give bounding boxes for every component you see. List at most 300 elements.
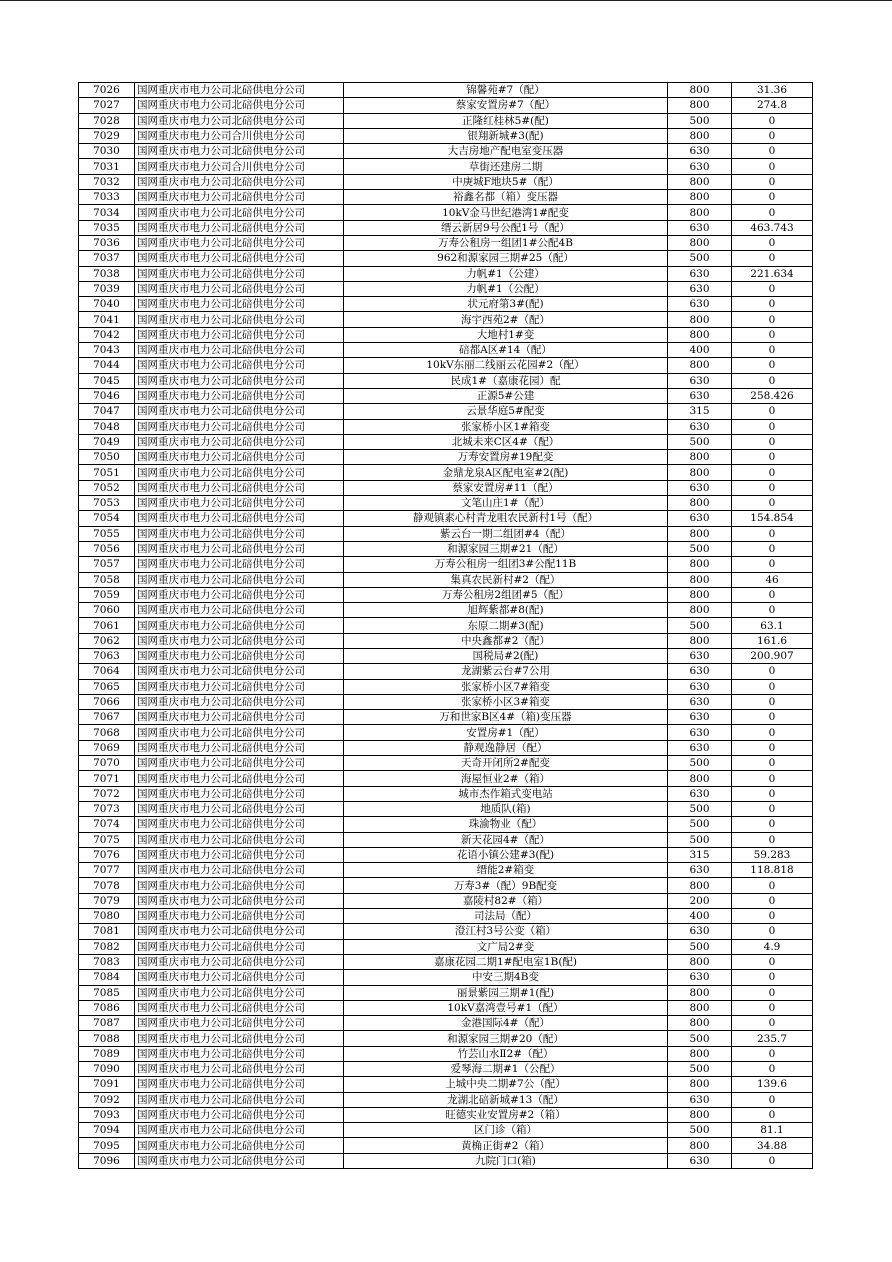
table-row bbox=[79, 159, 813, 174]
table-row bbox=[79, 358, 813, 373]
row-id: 7063 bbox=[79, 648, 135, 663]
table-row bbox=[79, 985, 813, 1000]
row-id: 7030 bbox=[79, 144, 135, 159]
capacity-kva: 800 bbox=[668, 128, 732, 143]
transformer-name: 缙云新居9号公配1号（配） bbox=[344, 220, 668, 235]
table-row bbox=[79, 388, 813, 403]
company-name: 国网重庆市电力公司北碚供电分公司 bbox=[135, 373, 344, 388]
capacity-kva: 800 bbox=[668, 465, 732, 480]
capacity-kva: 800 bbox=[668, 327, 732, 342]
row-id: 7070 bbox=[79, 756, 135, 771]
load-value: 0 bbox=[732, 878, 813, 893]
load-value: 0 bbox=[732, 954, 813, 969]
transformer-name: 张家桥小区1#箱变 bbox=[344, 419, 668, 434]
capacity-kva: 800 bbox=[668, 1107, 732, 1122]
company-name: 国网重庆市电力公司北碚供电分公司 bbox=[135, 1138, 344, 1153]
row-id: 7033 bbox=[79, 190, 135, 205]
company-name: 国网重庆市电力公司北碚供电分公司 bbox=[135, 281, 344, 296]
capacity-kva: 200 bbox=[668, 893, 732, 908]
transformer-name: 张家桥小区7#箱变 bbox=[344, 679, 668, 694]
row-id: 7067 bbox=[79, 710, 135, 725]
row-id: 7075 bbox=[79, 832, 135, 847]
load-value: 0 bbox=[732, 740, 813, 755]
row-id: 7091 bbox=[79, 1077, 135, 1092]
row-id: 7044 bbox=[79, 358, 135, 373]
table-row bbox=[79, 174, 813, 189]
capacity-kva: 800 bbox=[668, 190, 732, 205]
table-row bbox=[79, 190, 813, 205]
table-row bbox=[79, 83, 813, 98]
company-name: 国网重庆市电力公司合川供电分公司 bbox=[135, 159, 344, 174]
capacity-kva: 800 bbox=[668, 83, 732, 98]
table-row bbox=[79, 694, 813, 709]
row-id: 7078 bbox=[79, 878, 135, 893]
row-id: 7095 bbox=[79, 1138, 135, 1153]
load-value: 0 bbox=[732, 327, 813, 342]
row-id: 7046 bbox=[79, 388, 135, 403]
load-value: 274.8 bbox=[732, 98, 813, 113]
table-row bbox=[79, 756, 813, 771]
table-body bbox=[79, 83, 813, 1169]
capacity-kva: 800 bbox=[668, 771, 732, 786]
row-id: 7027 bbox=[79, 98, 135, 113]
table-row bbox=[79, 725, 813, 740]
transformer-name: 万寿公租房一组团3#公配11B bbox=[344, 557, 668, 572]
capacity-kva: 500 bbox=[668, 113, 732, 128]
company-name: 国网重庆市电力公司北碚供电分公司 bbox=[135, 970, 344, 985]
capacity-kva: 630 bbox=[668, 648, 732, 663]
row-id: 7047 bbox=[79, 404, 135, 419]
company-name: 国网重庆市电力公司北碚供电分公司 bbox=[135, 312, 344, 327]
load-value: 0 bbox=[732, 970, 813, 985]
row-id: 7054 bbox=[79, 511, 135, 526]
load-value: 0 bbox=[732, 496, 813, 511]
transformer-name: 状元府第3#(配) bbox=[344, 297, 668, 312]
load-value: 0 bbox=[732, 404, 813, 419]
capacity-kva: 800 bbox=[668, 312, 732, 327]
company-name: 国网重庆市电力公司北碚供电分公司 bbox=[135, 603, 344, 618]
load-value: 0 bbox=[732, 756, 813, 771]
table-row bbox=[79, 419, 813, 434]
row-id: 7055 bbox=[79, 526, 135, 541]
load-value: 63.1 bbox=[732, 618, 813, 633]
company-name: 国网重庆市电力公司北碚供电分公司 bbox=[135, 756, 344, 771]
company-name: 国网重庆市电力公司北碚供电分公司 bbox=[135, 664, 344, 679]
company-name: 国网重庆市电力公司北碚供电分公司 bbox=[135, 1107, 344, 1122]
company-name: 国网重庆市电力公司北碚供电分公司 bbox=[135, 909, 344, 924]
company-name: 国网重庆市电力公司北碚供电分公司 bbox=[135, 1123, 344, 1138]
row-id: 7031 bbox=[79, 159, 135, 174]
table-row bbox=[79, 1107, 813, 1122]
company-name: 国网重庆市电力公司北碚供电分公司 bbox=[135, 710, 344, 725]
load-value: 0 bbox=[732, 801, 813, 816]
load-value: 0 bbox=[732, 1107, 813, 1122]
transformer-name: 紫云台一期二组团#4（配） bbox=[344, 526, 668, 541]
capacity-kva: 800 bbox=[668, 587, 732, 602]
capacity-kva: 800 bbox=[668, 603, 732, 618]
transformer-name: 花语小镇公建#3(配) bbox=[344, 847, 668, 862]
load-value: 0 bbox=[732, 434, 813, 449]
load-value: 0 bbox=[732, 343, 813, 358]
transformer-name: 爱琴海二期#1（公配） bbox=[344, 1062, 668, 1077]
table-row bbox=[79, 618, 813, 633]
row-id: 7089 bbox=[79, 1046, 135, 1061]
load-value: 0 bbox=[732, 603, 813, 618]
transformer-name: 10kV嘉湾壹号#1（配） bbox=[344, 1000, 668, 1015]
company-name: 国网重庆市电力公司北碚供电分公司 bbox=[135, 924, 344, 939]
table-row bbox=[79, 480, 813, 495]
load-value: 221.634 bbox=[732, 266, 813, 281]
transformer-name: 安置房#1（配） bbox=[344, 725, 668, 740]
row-id: 7068 bbox=[79, 725, 135, 740]
transformer-name: 草街还建房二期 bbox=[344, 159, 668, 174]
table-row bbox=[79, 450, 813, 465]
capacity-kva: 630 bbox=[668, 220, 732, 235]
table-row bbox=[79, 266, 813, 281]
table-row bbox=[79, 603, 813, 618]
table-row bbox=[79, 878, 813, 893]
transformer-name: 文笔山庄1#（配） bbox=[344, 496, 668, 511]
row-id: 7079 bbox=[79, 893, 135, 908]
capacity-kva: 630 bbox=[668, 480, 732, 495]
row-id: 7043 bbox=[79, 343, 135, 358]
company-name: 国网重庆市电力公司北碚供电分公司 bbox=[135, 1062, 344, 1077]
capacity-kva: 800 bbox=[668, 1077, 732, 1092]
table-row bbox=[79, 1016, 813, 1031]
capacity-kva: 500 bbox=[668, 1031, 732, 1046]
row-id: 7037 bbox=[79, 251, 135, 266]
company-name: 国网重庆市电力公司合川供电分公司 bbox=[135, 128, 344, 143]
table-row bbox=[79, 251, 813, 266]
capacity-kva: 800 bbox=[668, 205, 732, 220]
capacity-kva: 630 bbox=[668, 419, 732, 434]
load-value: 0 bbox=[732, 985, 813, 1000]
row-id: 7052 bbox=[79, 480, 135, 495]
table-row bbox=[79, 1092, 813, 1107]
table-row bbox=[79, 939, 813, 954]
table-row bbox=[79, 847, 813, 862]
company-name: 国网重庆市电力公司北碚供电分公司 bbox=[135, 190, 344, 205]
transformer-name: 中庚城F地块5#（配） bbox=[344, 174, 668, 189]
load-value: 0 bbox=[732, 694, 813, 709]
table-row bbox=[79, 909, 813, 924]
load-value: 0 bbox=[732, 679, 813, 694]
transformer-name: 金港国际4#（配） bbox=[344, 1016, 668, 1031]
capacity-kva: 800 bbox=[668, 1046, 732, 1061]
table-row bbox=[79, 205, 813, 220]
company-name: 国网重庆市电力公司北碚供电分公司 bbox=[135, 144, 344, 159]
transformer-name: 大地村1#变 bbox=[344, 327, 668, 342]
load-value: 161.6 bbox=[732, 633, 813, 648]
transformer-name: 国税局#2(配) bbox=[344, 648, 668, 663]
table-row bbox=[79, 786, 813, 801]
table-row bbox=[79, 404, 813, 419]
row-id: 7084 bbox=[79, 970, 135, 985]
row-id: 7049 bbox=[79, 434, 135, 449]
capacity-kva: 500 bbox=[668, 801, 732, 816]
load-value: 0 bbox=[732, 281, 813, 296]
transformer-name: 嘉陵村82#（箱） bbox=[344, 893, 668, 908]
row-id: 7042 bbox=[79, 327, 135, 342]
company-name: 国网重庆市电力公司北碚供电分公司 bbox=[135, 83, 344, 98]
row-id: 7077 bbox=[79, 863, 135, 878]
company-name: 国网重庆市电力公司北碚供电分公司 bbox=[135, 648, 344, 663]
load-value: 0 bbox=[732, 1153, 813, 1168]
transformer-name: 蔡家安置房#7（配） bbox=[344, 98, 668, 113]
row-id: 7064 bbox=[79, 664, 135, 679]
table-row bbox=[79, 1000, 813, 1015]
table-row bbox=[79, 220, 813, 235]
load-value: 0 bbox=[732, 450, 813, 465]
transformer-name: 万寿3#（配）9B配变 bbox=[344, 878, 668, 893]
company-name: 国网重庆市电力公司北碚供电分公司 bbox=[135, 511, 344, 526]
row-id: 7083 bbox=[79, 954, 135, 969]
capacity-kva: 500 bbox=[668, 618, 732, 633]
row-id: 7081 bbox=[79, 924, 135, 939]
capacity-kva: 800 bbox=[668, 878, 732, 893]
load-value: 4.9 bbox=[732, 939, 813, 954]
table-row bbox=[79, 312, 813, 327]
company-name: 国网重庆市电力公司北碚供电分公司 bbox=[135, 878, 344, 893]
capacity-kva: 630 bbox=[668, 266, 732, 281]
transformer-name: 中安三期4B变 bbox=[344, 970, 668, 985]
capacity-kva: 630 bbox=[668, 970, 732, 985]
transformer-name: 北城未来C区4#（配） bbox=[344, 434, 668, 449]
company-name: 国网重庆市电力公司北碚供电分公司 bbox=[135, 832, 344, 847]
table-row bbox=[79, 526, 813, 541]
table-row bbox=[79, 1123, 813, 1138]
transformer-name: 文广局2#变 bbox=[344, 939, 668, 954]
load-value: 200.907 bbox=[732, 648, 813, 663]
capacity-kva: 800 bbox=[668, 557, 732, 572]
load-value: 0 bbox=[732, 1062, 813, 1077]
load-value: 0 bbox=[732, 297, 813, 312]
table-row bbox=[79, 541, 813, 556]
table-row bbox=[79, 373, 813, 388]
row-id: 7060 bbox=[79, 603, 135, 618]
table-row bbox=[79, 557, 813, 572]
company-name: 国网重庆市电力公司北碚供电分公司 bbox=[135, 847, 344, 862]
capacity-kva: 630 bbox=[668, 373, 732, 388]
company-name: 国网重庆市电力公司北碚供电分公司 bbox=[135, 725, 344, 740]
company-name: 国网重庆市电力公司北碚供电分公司 bbox=[135, 496, 344, 511]
transformer-name: 海屋恒业2#（箱） bbox=[344, 771, 668, 786]
transformer-name: 银翔新城#3(配) bbox=[344, 128, 668, 143]
table-row bbox=[79, 664, 813, 679]
company-name: 国网重庆市电力公司北碚供电分公司 bbox=[135, 679, 344, 694]
company-name: 国网重庆市电力公司北碚供电分公司 bbox=[135, 251, 344, 266]
load-value: 0 bbox=[732, 587, 813, 602]
capacity-kva: 500 bbox=[668, 541, 732, 556]
capacity-kva: 800 bbox=[668, 1016, 732, 1031]
company-name: 国网重庆市电力公司北碚供电分公司 bbox=[135, 1031, 344, 1046]
capacity-kva: 315 bbox=[668, 404, 732, 419]
load-value: 59.283 bbox=[732, 847, 813, 862]
row-id: 7053 bbox=[79, 496, 135, 511]
capacity-kva: 500 bbox=[668, 832, 732, 847]
company-name: 国网重庆市电力公司北碚供电分公司 bbox=[135, 985, 344, 1000]
row-id: 7087 bbox=[79, 1016, 135, 1031]
transformer-name: 珠渝物业（配） bbox=[344, 817, 668, 832]
row-id: 7040 bbox=[79, 297, 135, 312]
capacity-kva: 500 bbox=[668, 434, 732, 449]
company-name: 国网重庆市电力公司北碚供电分公司 bbox=[135, 1016, 344, 1031]
transformer-name: 东原二期#3(配) bbox=[344, 618, 668, 633]
table-row bbox=[79, 633, 813, 648]
capacity-kva: 630 bbox=[668, 281, 732, 296]
load-value: 0 bbox=[732, 557, 813, 572]
transformer-name: 嘉康花园二期1#配电室1B(配) bbox=[344, 954, 668, 969]
capacity-kva: 400 bbox=[668, 909, 732, 924]
company-name: 国网重庆市电力公司北碚供电分公司 bbox=[135, 557, 344, 572]
table-row bbox=[79, 572, 813, 587]
capacity-kva: 800 bbox=[668, 235, 732, 250]
load-value: 0 bbox=[732, 128, 813, 143]
capacity-kva: 800 bbox=[668, 572, 732, 587]
transformer-name: 龙湖北碚新城#13（配） bbox=[344, 1092, 668, 1107]
capacity-kva: 500 bbox=[668, 251, 732, 266]
transformer-name: 正隆红桂林5#(配) bbox=[344, 113, 668, 128]
table-row bbox=[79, 771, 813, 786]
company-name: 国网重庆市电力公司北碚供电分公司 bbox=[135, 1046, 344, 1061]
company-name: 国网重庆市电力公司北碚供电分公司 bbox=[135, 817, 344, 832]
load-value: 0 bbox=[732, 190, 813, 205]
load-value: 0 bbox=[732, 771, 813, 786]
row-id: 7082 bbox=[79, 939, 135, 954]
company-name: 国网重庆市电力公司北碚供电分公司 bbox=[135, 480, 344, 495]
load-value: 0 bbox=[732, 480, 813, 495]
capacity-kva: 800 bbox=[668, 358, 732, 373]
load-value: 0 bbox=[732, 924, 813, 939]
capacity-kva: 630 bbox=[668, 863, 732, 878]
company-name: 国网重庆市电力公司北碚供电分公司 bbox=[135, 541, 344, 556]
transformer-name: 上城中央二期#7公（配） bbox=[344, 1077, 668, 1092]
capacity-kva: 630 bbox=[668, 297, 732, 312]
capacity-kva: 630 bbox=[668, 679, 732, 694]
load-value: 0 bbox=[732, 312, 813, 327]
company-name: 国网重庆市电力公司北碚供电分公司 bbox=[135, 98, 344, 113]
load-value: 0 bbox=[732, 832, 813, 847]
company-name: 国网重庆市电力公司北碚供电分公司 bbox=[135, 113, 344, 128]
capacity-kva: 630 bbox=[668, 664, 732, 679]
load-value: 0 bbox=[732, 113, 813, 128]
load-value: 0 bbox=[732, 251, 813, 266]
load-value: 34.88 bbox=[732, 1138, 813, 1153]
company-name: 国网重庆市电力公司北碚供电分公司 bbox=[135, 358, 344, 373]
table-row bbox=[79, 587, 813, 602]
row-id: 7039 bbox=[79, 281, 135, 296]
load-value: 0 bbox=[732, 1092, 813, 1107]
capacity-kva: 400 bbox=[668, 343, 732, 358]
capacity-kva: 630 bbox=[668, 511, 732, 526]
load-value: 0 bbox=[732, 358, 813, 373]
company-name: 国网重庆市电力公司北碚供电分公司 bbox=[135, 1153, 344, 1168]
load-value: 0 bbox=[732, 159, 813, 174]
company-name: 国网重庆市电力公司北碚供电分公司 bbox=[135, 572, 344, 587]
transformer-name: 司法局（配） bbox=[344, 909, 668, 924]
load-value: 0 bbox=[732, 710, 813, 725]
transformer-name: 静观镇素心村青龙咀农民新村1号（配） bbox=[344, 511, 668, 526]
load-value: 0 bbox=[732, 817, 813, 832]
transformer-name: 集真农民新村#2（配） bbox=[344, 572, 668, 587]
table-row bbox=[79, 511, 813, 526]
table-row bbox=[79, 343, 813, 358]
load-value: 0 bbox=[732, 1016, 813, 1031]
capacity-kva: 630 bbox=[668, 144, 732, 159]
company-name: 国网重庆市电力公司北碚供电分公司 bbox=[135, 618, 344, 633]
company-name: 国网重庆市电力公司北碚供电分公司 bbox=[135, 786, 344, 801]
row-id: 7094 bbox=[79, 1123, 135, 1138]
load-value: 0 bbox=[732, 235, 813, 250]
transformer-name: 缙能2#箱变 bbox=[344, 863, 668, 878]
row-id: 7041 bbox=[79, 312, 135, 327]
table-row bbox=[79, 465, 813, 480]
company-name: 国网重庆市电力公司北碚供电分公司 bbox=[135, 526, 344, 541]
table-row bbox=[79, 954, 813, 969]
capacity-kva: 630 bbox=[668, 786, 732, 801]
row-id: 7059 bbox=[79, 587, 135, 602]
company-name: 国网重庆市电力公司北碚供电分公司 bbox=[135, 465, 344, 480]
row-id: 7034 bbox=[79, 205, 135, 220]
company-name: 国网重庆市电力公司北碚供电分公司 bbox=[135, 343, 344, 358]
transformer-name: 旺德实业安置房#2（箱） bbox=[344, 1107, 668, 1122]
transformer-name: 蔡家安置房#11（配） bbox=[344, 480, 668, 495]
table-row bbox=[79, 1153, 813, 1168]
transformer-name: 万寿安置房#19配变 bbox=[344, 450, 668, 465]
table-row bbox=[79, 648, 813, 663]
transformer-name: 静观逸静居（配） bbox=[344, 740, 668, 755]
transformer-name: 中央鑫都#2（配） bbox=[344, 633, 668, 648]
company-name: 国网重庆市电力公司北碚供电分公司 bbox=[135, 1077, 344, 1092]
capacity-kva: 500 bbox=[668, 1123, 732, 1138]
capacity-kva: 800 bbox=[668, 496, 732, 511]
company-name: 国网重庆市电力公司北碚供电分公司 bbox=[135, 266, 344, 281]
transformer-name: 和源家园三期#21（配） bbox=[344, 541, 668, 556]
load-value: 0 bbox=[732, 419, 813, 434]
transformer-name: 新天花园4#（配） bbox=[344, 832, 668, 847]
row-id: 7072 bbox=[79, 786, 135, 801]
capacity-kva: 800 bbox=[668, 1138, 732, 1153]
row-id: 7066 bbox=[79, 694, 135, 709]
company-name: 国网重庆市电力公司北碚供电分公司 bbox=[135, 434, 344, 449]
transformer-name: 力帆#1（公配） bbox=[344, 281, 668, 296]
transformer-name: 和源家园三期#20（配） bbox=[344, 1031, 668, 1046]
table-row bbox=[79, 281, 813, 296]
transformer-name: 张家桥小区3#箱变 bbox=[344, 694, 668, 709]
transformer-name: 龙湖紫云台#7公用 bbox=[344, 664, 668, 679]
capacity-kva: 800 bbox=[668, 98, 732, 113]
row-id: 7090 bbox=[79, 1062, 135, 1077]
row-id: 7048 bbox=[79, 419, 135, 434]
company-name: 国网重庆市电力公司北碚供电分公司 bbox=[135, 174, 344, 189]
company-name: 国网重庆市电力公司北碚供电分公司 bbox=[135, 740, 344, 755]
row-id: 7026 bbox=[79, 83, 135, 98]
capacity-kva: 800 bbox=[668, 633, 732, 648]
transformer-name: 澄江村3号公变（箱） bbox=[344, 924, 668, 939]
company-name: 国网重庆市电力公司北碚供电分公司 bbox=[135, 587, 344, 602]
company-name: 国网重庆市电力公司北碚供电分公司 bbox=[135, 235, 344, 250]
table-row bbox=[79, 1031, 813, 1046]
table-row bbox=[79, 924, 813, 939]
table-row bbox=[79, 863, 813, 878]
load-value: 0 bbox=[732, 1000, 813, 1015]
capacity-kva: 630 bbox=[668, 725, 732, 740]
row-id: 7086 bbox=[79, 1000, 135, 1015]
row-id: 7057 bbox=[79, 557, 135, 572]
capacity-kva: 630 bbox=[668, 1092, 732, 1107]
table-row bbox=[79, 128, 813, 143]
capacity-kva: 800 bbox=[668, 526, 732, 541]
